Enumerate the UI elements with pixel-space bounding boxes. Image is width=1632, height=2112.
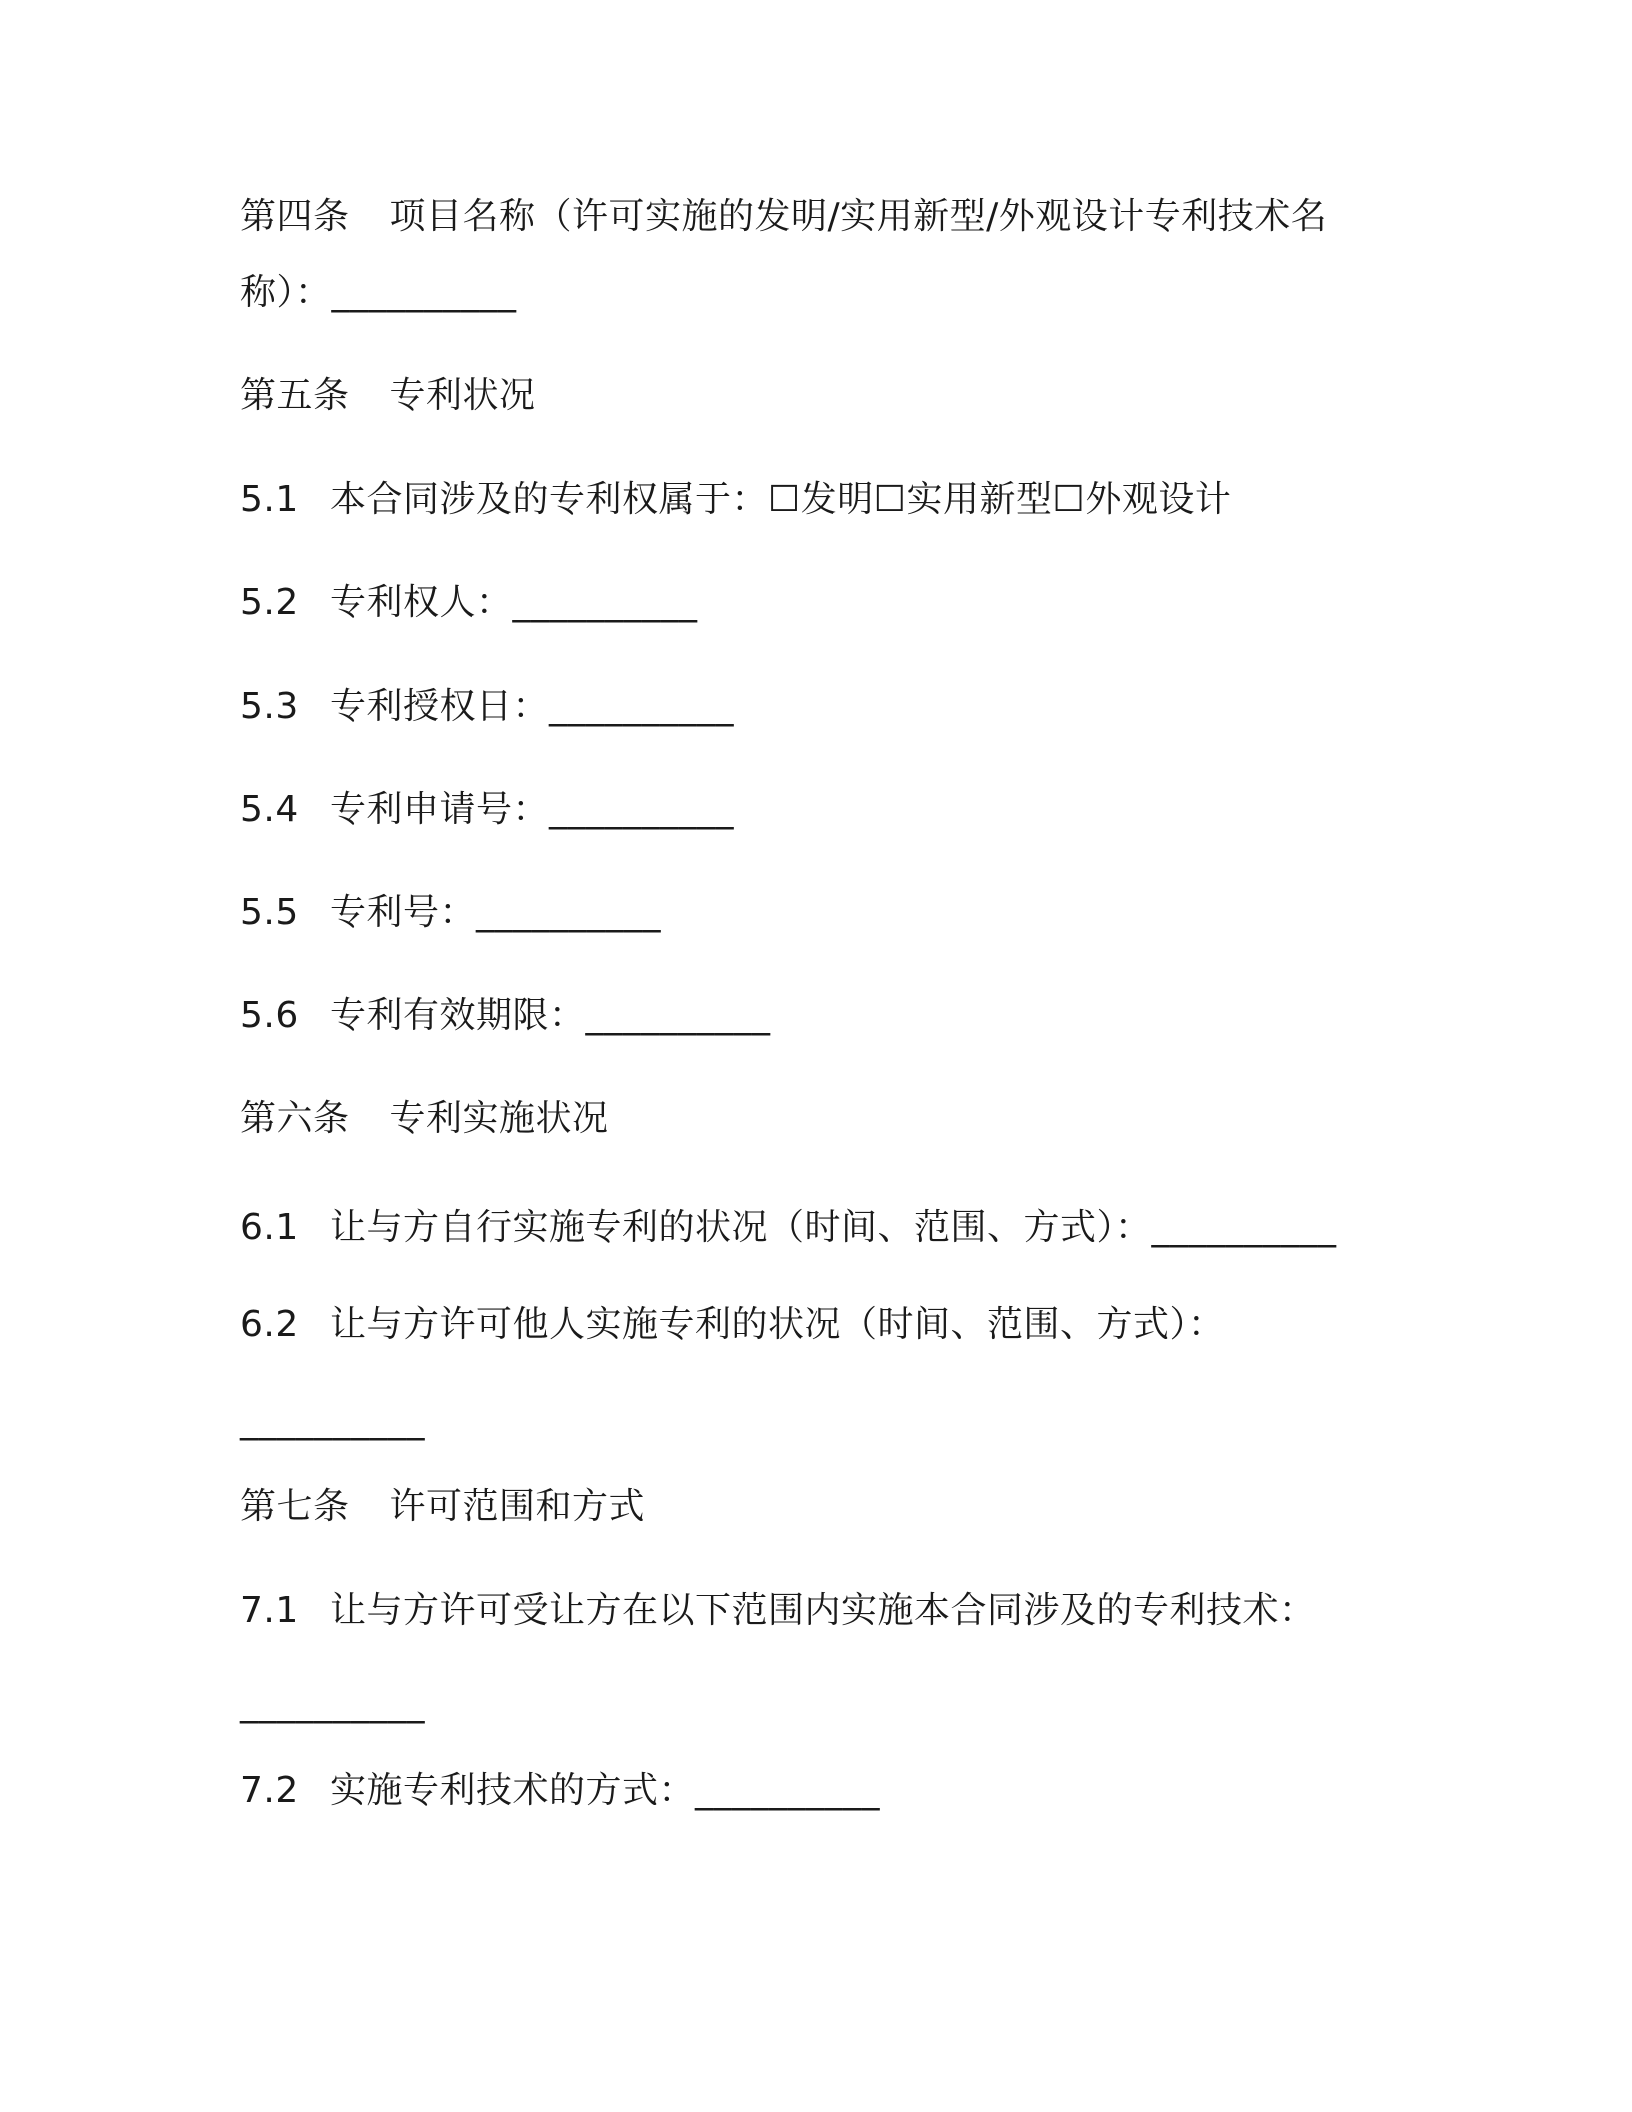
clause-6-2 — [240, 1301, 1225, 1349]
clause-number: 5.1 — [240, 479, 299, 520]
clause-text: 实施专利技术的方式： — [330, 1770, 696, 1811]
clause-number: 5.6 — [240, 995, 299, 1036]
clause-text: 让与方许可受让方在以下范围内实施本合同涉及的专利技术： — [330, 1590, 1316, 1631]
article-4-heading — [240, 193, 1327, 241]
clause-7-1-blank-line — [240, 1680, 425, 1728]
clause-7-2 — [240, 1767, 880, 1815]
article-4-heading-cont — [240, 269, 517, 317]
clause-6-1 — [240, 1204, 1337, 1252]
clause-number: 5.3 — [240, 686, 299, 727]
article-6-title: 专利实施状况 — [389, 1098, 609, 1139]
clause-text: 让与方许可他人实施专利的状况（时间、范围、方式）： — [330, 1304, 1225, 1345]
clause-7-1 — [240, 1587, 1316, 1635]
article-4-label: 第四条 — [240, 196, 350, 237]
article-5-title: 专利状况 — [389, 375, 536, 416]
clause-blank: __________ — [240, 1400, 425, 1441]
clause-blank: __________ — [549, 686, 735, 727]
article-4-title: 项目名称（许可实施的发明/实用新型/外观设计专利技术名 — [389, 196, 1328, 237]
article-4-blank: __________ — [331, 272, 517, 313]
clause-5-1 — [240, 476, 1231, 524]
clause-number: 6.2 — [240, 1304, 299, 1345]
clause-text: 专利有效期限： — [330, 995, 586, 1036]
clause-5-5 — [240, 889, 661, 937]
article-4-title-cont: 称）： — [240, 272, 332, 313]
article-6-label: 第六条 — [240, 1098, 350, 1139]
article-7-title: 许可范围和方式 — [389, 1486, 646, 1527]
clause-number: 7.1 — [240, 1590, 299, 1631]
clause-text: 专利权人： — [330, 582, 513, 623]
clause-5-4 — [240, 786, 734, 834]
clause-5-6 — [240, 992, 771, 1040]
clause-5-3 — [240, 683, 734, 731]
clause-number: 7.2 — [240, 1770, 299, 1811]
clause-blank: __________ — [1151, 1207, 1337, 1248]
clause-blank: __________ — [476, 892, 662, 933]
clause-5-2 — [240, 579, 698, 627]
clause-blank: __________ — [549, 789, 735, 830]
clause-blank: __________ — [695, 1770, 881, 1811]
clause-text: 专利号： — [330, 892, 477, 933]
article-7-label: 第七条 — [240, 1486, 350, 1527]
clause-number: 6.1 — [240, 1207, 299, 1248]
clause-text: 专利授权日： — [330, 686, 550, 727]
clause-text: 专利申请号： — [330, 789, 550, 830]
clause-blank: __________ — [512, 582, 698, 623]
clause-blank: __________ — [240, 1683, 425, 1724]
clause-blank: __________ — [585, 995, 771, 1036]
clause-text: 让与方自行实施专利的状况（时间、范围、方式）： — [330, 1207, 1152, 1248]
article-7-heading — [240, 1483, 645, 1531]
clause-number: 5.2 — [240, 582, 299, 623]
clause-text: 本合同涉及的专利权属于：☐发明☐实用新型☐外观设计 — [330, 479, 1232, 520]
article-5-heading — [240, 372, 536, 420]
clause-6-2-blank-line — [240, 1397, 425, 1445]
clause-number: 5.4 — [240, 789, 299, 830]
article-5-label: 第五条 — [240, 375, 350, 416]
article-6-heading — [240, 1095, 609, 1143]
clause-number: 5.5 — [240, 892, 299, 933]
